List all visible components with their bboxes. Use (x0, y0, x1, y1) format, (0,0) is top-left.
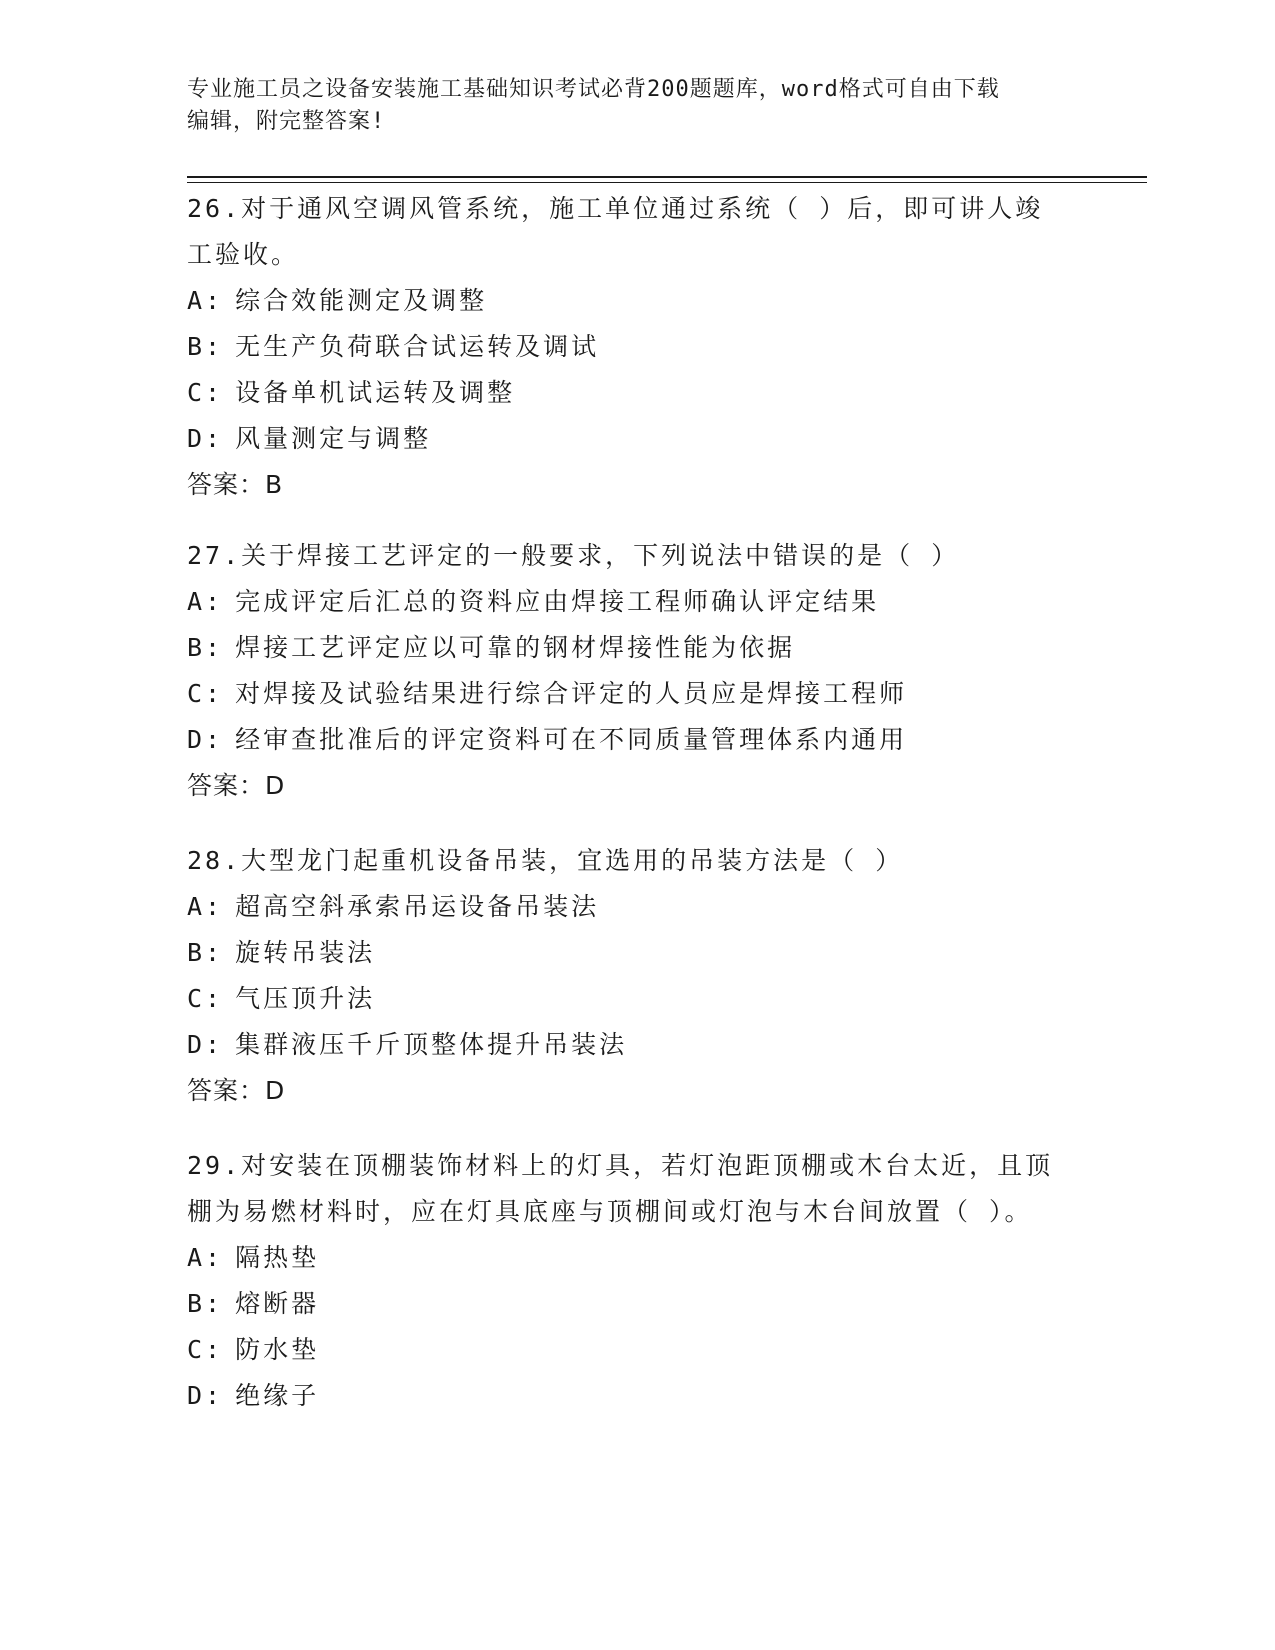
document-header (187, 74, 1087, 138)
option-text: 熔断器 (235, 1289, 320, 1318)
option-text: 综合效能测定及调整 (235, 286, 488, 315)
question-stem (187, 1143, 1107, 1235)
answer-text: 答案：D (187, 1076, 286, 1105)
option-text: 焊接工艺评定应以可靠的钢材焊接性能为依据 (235, 633, 796, 662)
option-a (187, 1235, 1107, 1281)
option-c (187, 1327, 1107, 1373)
option-label: C: (187, 378, 224, 407)
header-line-2: 编辑，附完整答案! (187, 109, 386, 134)
option-label: D: (187, 1381, 224, 1410)
question-stem-line: 29.对安装在顶棚装饰材料上的灯具，若灯泡距顶棚或木台太近，且顶 (187, 1151, 1054, 1180)
option-label: A: (187, 892, 224, 921)
option-text: 绝缘子 (235, 1381, 320, 1410)
option-text: 设备单机试运转及调整 (235, 378, 516, 407)
option-text: 气压顶升法 (235, 984, 376, 1013)
question-stem-line: 棚为易燃材料时，应在灯具底座与顶棚间或灯泡与木台间放置（ ）。 (187, 1197, 1033, 1226)
option-b (187, 625, 1107, 671)
option-a (187, 884, 1107, 930)
header-divider-thick (187, 176, 1147, 178)
option-label: C: (187, 1335, 224, 1364)
option-text: 对焊接及试验结果进行综合评定的人员应是焊接工程师 (235, 679, 908, 708)
option-label: A: (187, 587, 224, 616)
option-text: 经审查批准后的评定资料可在不同质量管理体系内通用 (235, 725, 908, 754)
option-d (187, 1373, 1107, 1419)
option-b (187, 930, 1107, 976)
question-stem (187, 838, 1107, 884)
question-stem (187, 533, 1107, 579)
option-label: B: (187, 332, 224, 361)
option-a (187, 278, 1107, 324)
option-text: 完成评定后汇总的资料应由焊接工程师确认评定结果 (235, 587, 880, 616)
option-label: C: (187, 679, 224, 708)
question-stem-line: 26.对于通风空调风管系统，施工单位通过系统（ ）后，即可讲人竣 (187, 194, 1044, 223)
option-label: C: (187, 984, 224, 1013)
option-d (187, 416, 1107, 462)
option-b (187, 1281, 1107, 1327)
option-text: 无生产负荷联合试运转及调试 (235, 332, 600, 361)
option-label: B: (187, 1289, 224, 1318)
question-stem-line: 28.大型龙门起重机设备吊装，宜选用的吊装方法是（ ） (187, 846, 904, 875)
option-c (187, 671, 1107, 717)
question-stem (187, 186, 1107, 278)
question-stem-line: 工验收。 (187, 240, 300, 269)
option-label: B: (187, 938, 224, 967)
option-text: 风量测定与调整 (235, 424, 432, 453)
header-line-1: 专业施工员之设备安装施工基础知识考试必背200题题库，word格式可自由下载 (187, 77, 1000, 102)
answer-text: 答案：D (187, 771, 286, 800)
option-c (187, 976, 1107, 1022)
option-d (187, 717, 1107, 763)
option-a (187, 579, 1107, 625)
option-label: D: (187, 424, 224, 453)
question-27 (187, 533, 1107, 809)
option-label: A: (187, 1243, 224, 1272)
option-text: 超高空斜承索吊运设备吊装法 (235, 892, 600, 921)
option-label: A: (187, 286, 224, 315)
option-label: B: (187, 633, 224, 662)
question-28 (187, 838, 1107, 1114)
option-text: 隔热垫 (235, 1243, 320, 1272)
option-c (187, 370, 1107, 416)
question-stem-line: 27.关于焊接工艺评定的一般要求，下列说法中错误的是（ ） (187, 541, 960, 570)
header-divider-thin (187, 182, 1147, 183)
option-text: 集群液压千斤顶整体提升吊装法 (235, 1030, 628, 1059)
option-text: 旋转吊装法 (235, 938, 376, 967)
option-label: D: (187, 725, 224, 754)
option-label: D: (187, 1030, 224, 1059)
question-26 (187, 186, 1107, 508)
option-b (187, 324, 1107, 370)
option-d (187, 1022, 1107, 1068)
answer-text: 答案：B (187, 470, 284, 499)
option-text: 防水垫 (235, 1335, 320, 1364)
question-29 (187, 1143, 1107, 1419)
